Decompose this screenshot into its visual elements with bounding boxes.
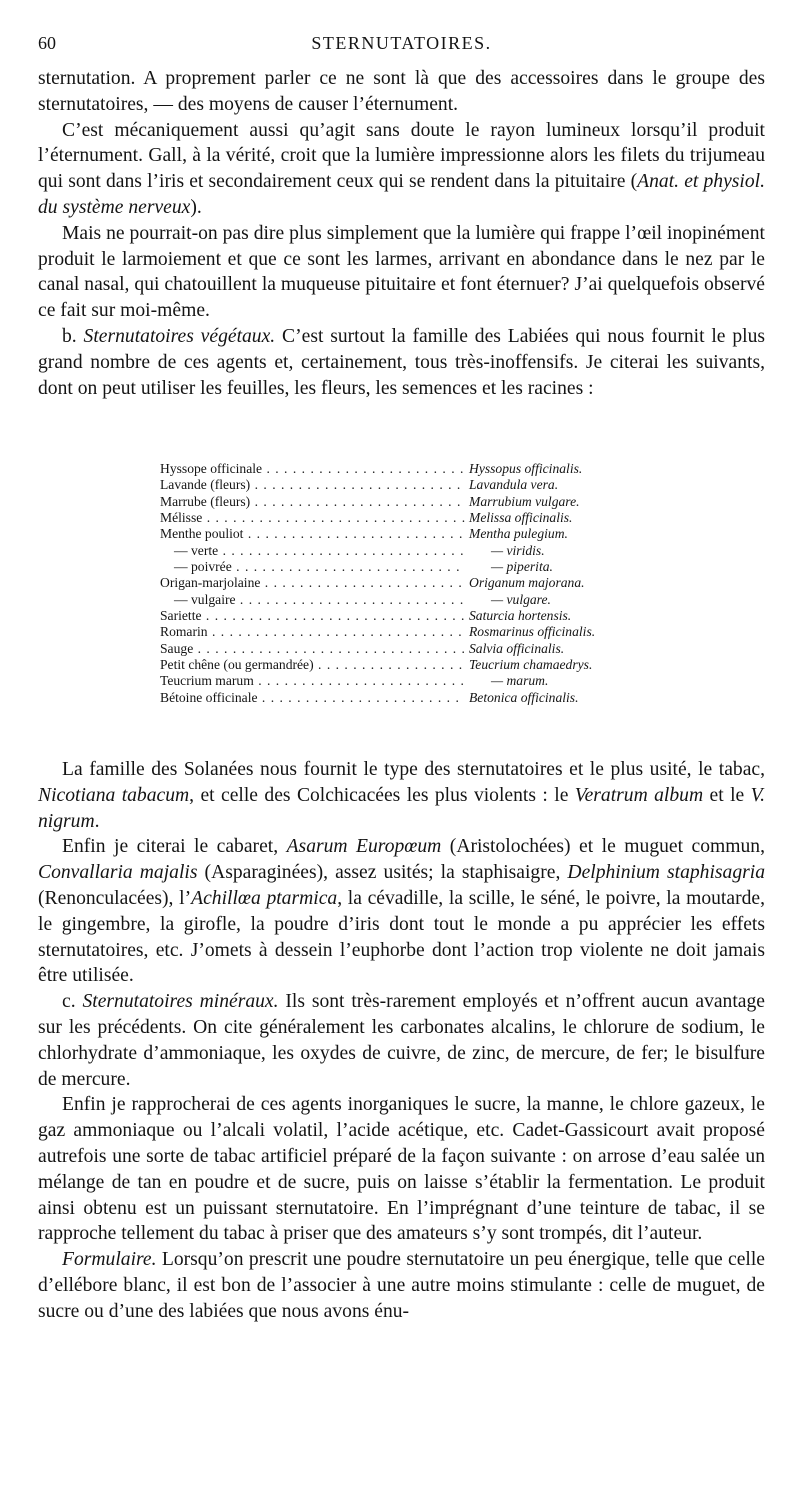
plant-latin-name: Betonica officinalis.: [469, 689, 579, 705]
plant-latin-name: Marrubium vulgare.: [469, 493, 580, 509]
plant-common-name: Hyssope officinale . . .: [160, 461, 465, 477]
paragraph-vegetable-sternutatories: [38, 324, 765, 401]
text-block-lower: [38, 757, 765, 1325]
plant-common-name: — verte . . .: [160, 543, 465, 559]
plant-latin-name: Teucrium chamaedrys.: [469, 657, 593, 673]
plant-common-name: Sariette . . .: [160, 608, 465, 624]
plant-latin-name: Saturcia hortensis.: [469, 608, 572, 624]
paragraph-text: (Asparaginées), assez usités; la staphisaigre,: [197, 862, 568, 884]
plant-common-name: Bétoine officinale . . .: [160, 690, 465, 706]
plant-latin-name: Melissa officinalis.: [469, 510, 573, 526]
plant-row: [160, 608, 640, 624]
paragraph-inorganic-agents: Enfin je rapprocherai de ces agents inorganiques le sucre, la manne, le chlore gazeux, le gaz ammoniaque ou l’alcali volatil, l’acide acétique, etc. Cadet-Gassicourt avait proposé autrefois une sorte de tabac artificiel préparé de la façon suivante : on arrose d’eau salée un mélange de tan en poudre et de sucre, puis on laisse s’établir la fermentation. Le produit ainsi obtenu est un puissant sternutatoire. En l’imprégnant d’une teinture de tabac, il se rapproche tellement du tabac à priser que des amateurs s’y sont trompés, dit l’auteur.: [38, 1094, 765, 1245]
plant-common-name: Sauge . . .: [160, 641, 465, 657]
plant-latin-name: — vulgare.: [491, 591, 551, 607]
plant-row: [160, 575, 640, 591]
plant-latin-name: Mentha pulegium.: [469, 526, 568, 542]
paragraph-text: Enfin je citerai le cabaret,: [62, 836, 287, 858]
plant-row: [160, 526, 640, 542]
plant-row: [160, 641, 640, 657]
plant-common-name: — poivrée . . .: [160, 559, 465, 575]
latin-name: Achillœa ptarmica: [191, 887, 338, 909]
paragraph-text: (Aristolochées) et le muguet commun,: [441, 836, 765, 858]
plant-row: [160, 543, 640, 559]
paragraph-text: C’est mécaniquement aussi qu’agit sans doute le rayon lumineux lorsqu’il produit l’éternument. Gall, à la vérité, croit que la lumière impressionne alors les filets du trijumeau qui sont dans l’iris et secondairement ceux qui se rendent dans la pituitaire (: [38, 119, 765, 193]
paragraph-other-plants: [38, 834, 765, 989]
paragraph-tears: Mais ne pourrait-on pas dire plus simplement que la lumière qui frappe l’œil inopinément produit le larmoiement et que ce sont les larmes, arrivant en abondance dans le nez par le canal nasal, qui chatouillent la muqueuse pituitaire et font éternuer? J’ai quelquefois observé ce fait sur moi-même.: [38, 222, 765, 322]
paragraph-text: , et celle des Colchicacées les plus violents : le: [189, 784, 575, 806]
plant-common-name: Romarin . . .: [160, 624, 465, 640]
plant-common-name: Teucrium marum . . .: [160, 673, 465, 689]
paragraph-text: .: [94, 810, 100, 832]
paragraph-text: ).: [190, 196, 202, 218]
plant-row: [160, 559, 640, 575]
latin-name: Nicotiana tabacum: [38, 784, 190, 806]
plant-row: [160, 624, 640, 640]
plant-latin-name: Salvia officinalis.: [469, 640, 565, 656]
section-heading: Sternutatoires végétaux.: [83, 325, 276, 347]
paragraph-formulary: [38, 1247, 765, 1324]
plant-common-name: Petit chêne (ou germandrée) . . .: [160, 657, 465, 673]
plant-row: [160, 673, 640, 689]
paragraph-mineral-sternutatories: [38, 989, 765, 1092]
plant-common-name: Mélisse . . .: [160, 510, 465, 526]
paragraph-light-sneeze: [38, 118, 765, 221]
text-block-upper: [38, 66, 765, 401]
paragraph-text: et le: [703, 784, 751, 806]
plant-latin-name: — marum.: [491, 673, 549, 689]
plant-row: [160, 592, 640, 608]
plant-row: [160, 690, 640, 706]
running-title: STERNUTATOIRES.: [311, 33, 492, 53]
plant-common-name: — vulgaire . . .: [160, 592, 465, 608]
plant-common-name: Origan-marjolaine . . .: [160, 575, 465, 591]
paragraph-text: Lorsqu’on prescrit une poudre sternutatoire un peu énergique, telle que celle d’ellébore blanc, il est bon de l’associer à une autre moins stimulante : celle de muguet, de sucre ou d’une des labiées que nous avons énu-: [38, 1249, 765, 1322]
paragraph-text: (Renonculacées), l’: [38, 887, 192, 909]
latin-name: Delphinium staphisagria: [567, 862, 765, 884]
paragraph-text: , la cévadille, la scille, le séné, le poivre, la moutarde, le gingembre, la girofle, la poudre d’iris dont tout le monde a pu apprécier les effets sternutatoires, etc. J’omets à dessein l’euphorbe dont l’action trop violente ne doit jamais être utilisée.: [38, 887, 765, 987]
page-number: 60: [38, 33, 56, 53]
plant-common-name: Marrube (fleurs) . . .: [160, 494, 465, 510]
plant-latin-name: Lavandula vera.: [469, 477, 559, 493]
plant-latin-name: Origanum majorana.: [469, 575, 585, 591]
plant-row: [160, 461, 640, 477]
latin-name: Convallaria majalis: [38, 862, 198, 884]
plant-common-name: Lavande (fleurs) . . .: [160, 477, 465, 493]
latin-name: Asarum Europœum: [286, 836, 442, 858]
book-reference: Anat. et physiol. du système nerveux: [38, 171, 765, 218]
paragraph-text: C’est surtout la famille des Labiées qui nous fournit le plus grand nombre de ces agents et, certainement, tous très-inoffensifs. Je citerai les suivants, dont on peut utiliser les feuilles, les fleurs, les semences et les racines :: [38, 325, 766, 399]
latin-name: V. nigrum: [38, 784, 765, 832]
paragraph-text: La famille des Solanées nous fournit le type des sternutatoires et le plus usité, le tabac,: [62, 759, 765, 780]
plant-row: [160, 657, 640, 673]
plant-row: [160, 510, 640, 526]
section-label: b.: [62, 325, 77, 347]
plant-row: [160, 477, 640, 493]
plant-latin-name: — viridis.: [491, 542, 545, 558]
plant-latin-name: Hyssopus officinalis.: [469, 461, 583, 476]
section-label: c.: [62, 991, 76, 1013]
section-heading: Sternutatoires minéraux.: [82, 991, 279, 1013]
section-heading: Formulaire.: [62, 1249, 157, 1271]
plant-row: [160, 494, 640, 510]
paragraph-text: Ils sont très-rarement employés et n’offrent aucun avantage sur les précédents. On cite généralement les carbonates alcalins, le chlorure de sodium, le chlorhydrate d’ammoniaque, les oxydes de cuivre, de zinc, de mercure, de fer; le bisulfure de mercure.: [38, 991, 765, 1090]
plant-latin-name: Rosmarinus officinalis.: [469, 624, 596, 640]
latin-name: Veratrum album: [574, 784, 704, 806]
plant-latin-name: — piperita.: [491, 559, 553, 575]
page-header: [38, 33, 765, 57]
plant-common-name: Menthe pouliot . . .: [160, 526, 465, 542]
paragraph-continuation: sternutation. A proprement parler ce ne sont là que des accessoires dans le groupe des sternutatoires, — des moyens de causer l’éternument.: [38, 68, 765, 115]
plant-list: [160, 461, 640, 706]
paragraph-solanaceae: [38, 757, 765, 834]
